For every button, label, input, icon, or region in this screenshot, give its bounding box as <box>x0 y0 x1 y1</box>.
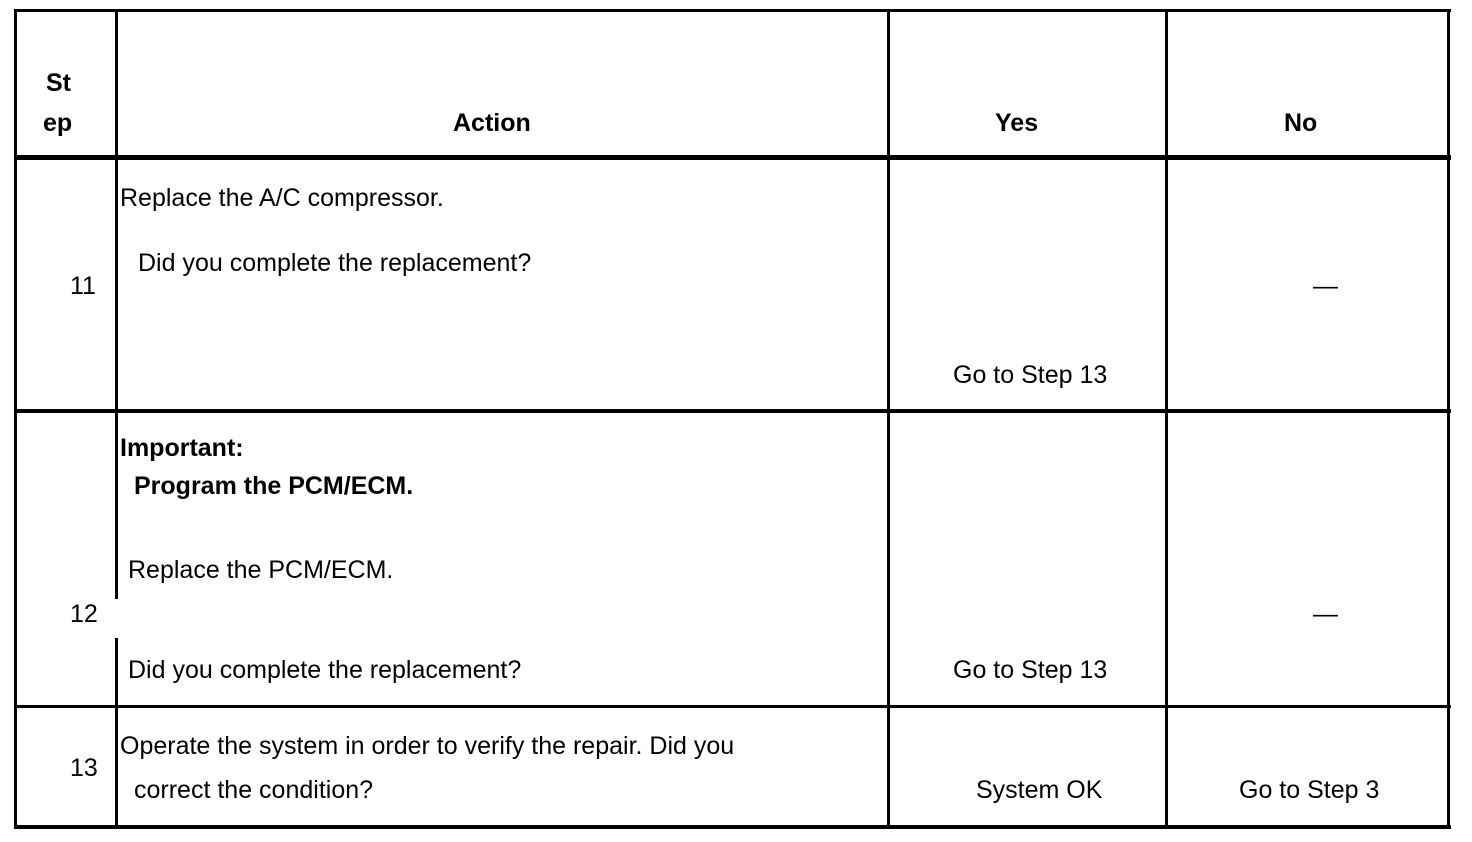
table-border-bottom <box>14 825 1451 829</box>
table-border-right <box>1447 9 1450 829</box>
step-number: 13 <box>70 754 98 782</box>
action-text: Replace the PCM/ECM. <box>128 556 394 584</box>
header-yes: Yes <box>995 109 1039 137</box>
important-label: Important: <box>120 434 244 462</box>
important-text: Program the PCM/ECM. <box>134 472 414 500</box>
table-border-top <box>14 9 1451 12</box>
column-divider <box>887 9 890 829</box>
no-result: Go to Step 3 <box>1239 776 1380 804</box>
header-no: No <box>1284 109 1318 137</box>
yes-result: System OK <box>976 776 1103 804</box>
column-divider <box>115 638 118 829</box>
table-border-left <box>14 9 17 829</box>
no-result: — <box>1313 600 1338 628</box>
no-result: — <box>1313 272 1338 300</box>
yes-result: Go to Step 13 <box>953 656 1108 684</box>
header-step-line2: ep <box>43 109 73 137</box>
action-question: Did you complete the replacement? <box>128 656 522 684</box>
column-divider <box>1165 9 1168 829</box>
action-text: Replace the A/C compressor. <box>120 184 444 212</box>
step-number: 11 <box>70 272 96 300</box>
column-divider <box>115 9 118 599</box>
action-question: Did you complete the replacement? <box>138 249 532 277</box>
header-divider <box>14 155 1451 160</box>
header-action: Action <box>453 109 531 137</box>
header-step-line1: St <box>46 69 71 97</box>
row-divider <box>14 409 1451 413</box>
yes-result: Go to Step 13 <box>953 361 1108 389</box>
action-text: Operate the system in order to verify the repair. Did you <box>120 732 735 760</box>
action-question: correct the condition? <box>134 776 374 804</box>
row-divider <box>14 705 1451 708</box>
step-number: 12 <box>70 600 98 628</box>
